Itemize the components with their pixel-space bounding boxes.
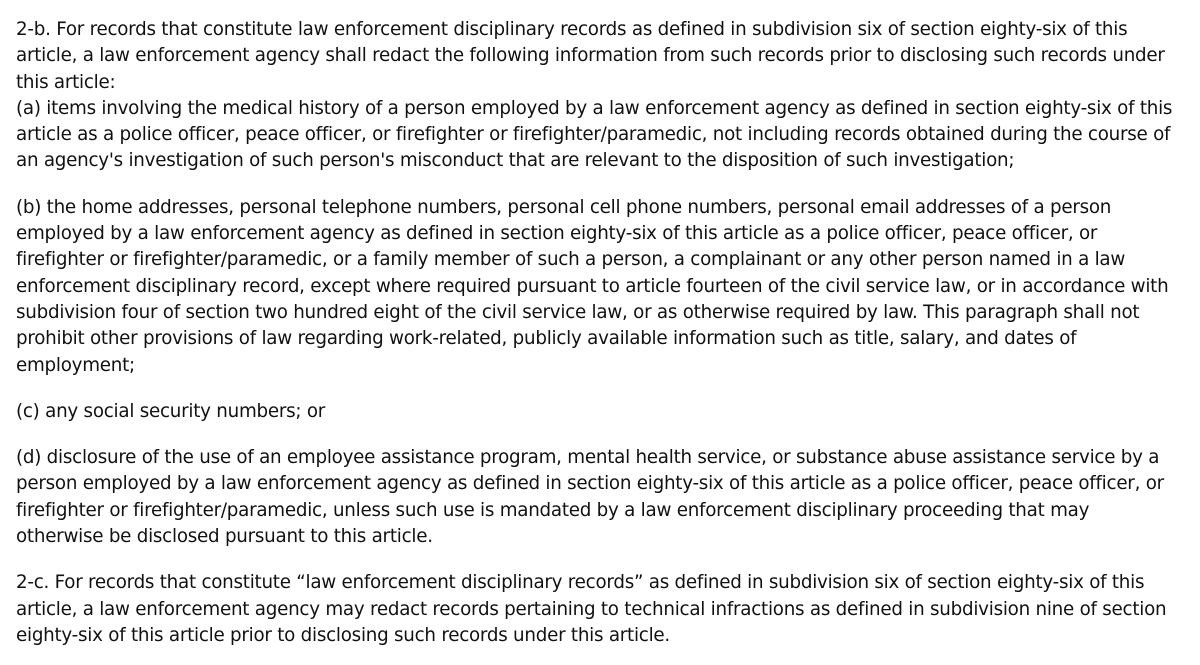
paragraph-item-b: (b) the home addresses, personal telephone numbers, personal cell phone numbers, personal email addresses of a person employed by a law enforcement agency as defined in section eighty-six of this article as a police officer, peace officer, or firefighter or firefighter/paramedic, or a family member of such a person, a complainant or any other person named in a law enforcement disciplinary record, except where required pursuant to article fourteen of the civil service law, or in accordance with subdivision four of section two hundred eight of the civil service law, or as otherwise required by law. This paragraph shall not prohibit other provisions of law regarding work-related, publicly available information such as title, salary, and dates of employment; xyxy=(16,196,1169,376)
paragraph-item-c: (c) any social security numbers; or xyxy=(16,400,326,422)
paragraph-item-a: (a) items involving the medical history of a person employed by a law enforcement agency as defined in section eighty-six of this article as a police officer, peace officer, or firefighter or firefighter/paramedic, not including records obtained during the course of an agency's investigation of such person's misconduct that are relevant to the disposition of such investigation; xyxy=(16,97,1173,172)
section-2c: 2-c. For records that constitute “law enforcement disciplinary records” as defined in subdivision six of section eighty-six of this article, a law enforcement agency may redact records pertaining to technical infractions as defined in subdivision nine of section eighty-six of this article prior to disclosing such records under this article. xyxy=(16,572,1167,646)
document-body xyxy=(16,17,1176,649)
section-2b-intro: 2-b. For records that constitute law enforcement disciplinary records as defined in subdivision six of section eighty-six of this article, a law enforcement agency shall redact the following information from such records prior to disclosing such records under this article: xyxy=(16,19,1165,93)
paragraph-item-d: (d) disclosure of the use of an employee assistance program, mental health service, or substance abuse assistance service by a person employed by a law enforcement agency as defined in section eighty-six of this article as a police officer, peace officer, or firefighter or firefighter/paramedic, unless such use is mandated by a law enforcement disciplinary proceeding that may otherwise be disclosed pursuant to this article. xyxy=(16,447,1164,548)
